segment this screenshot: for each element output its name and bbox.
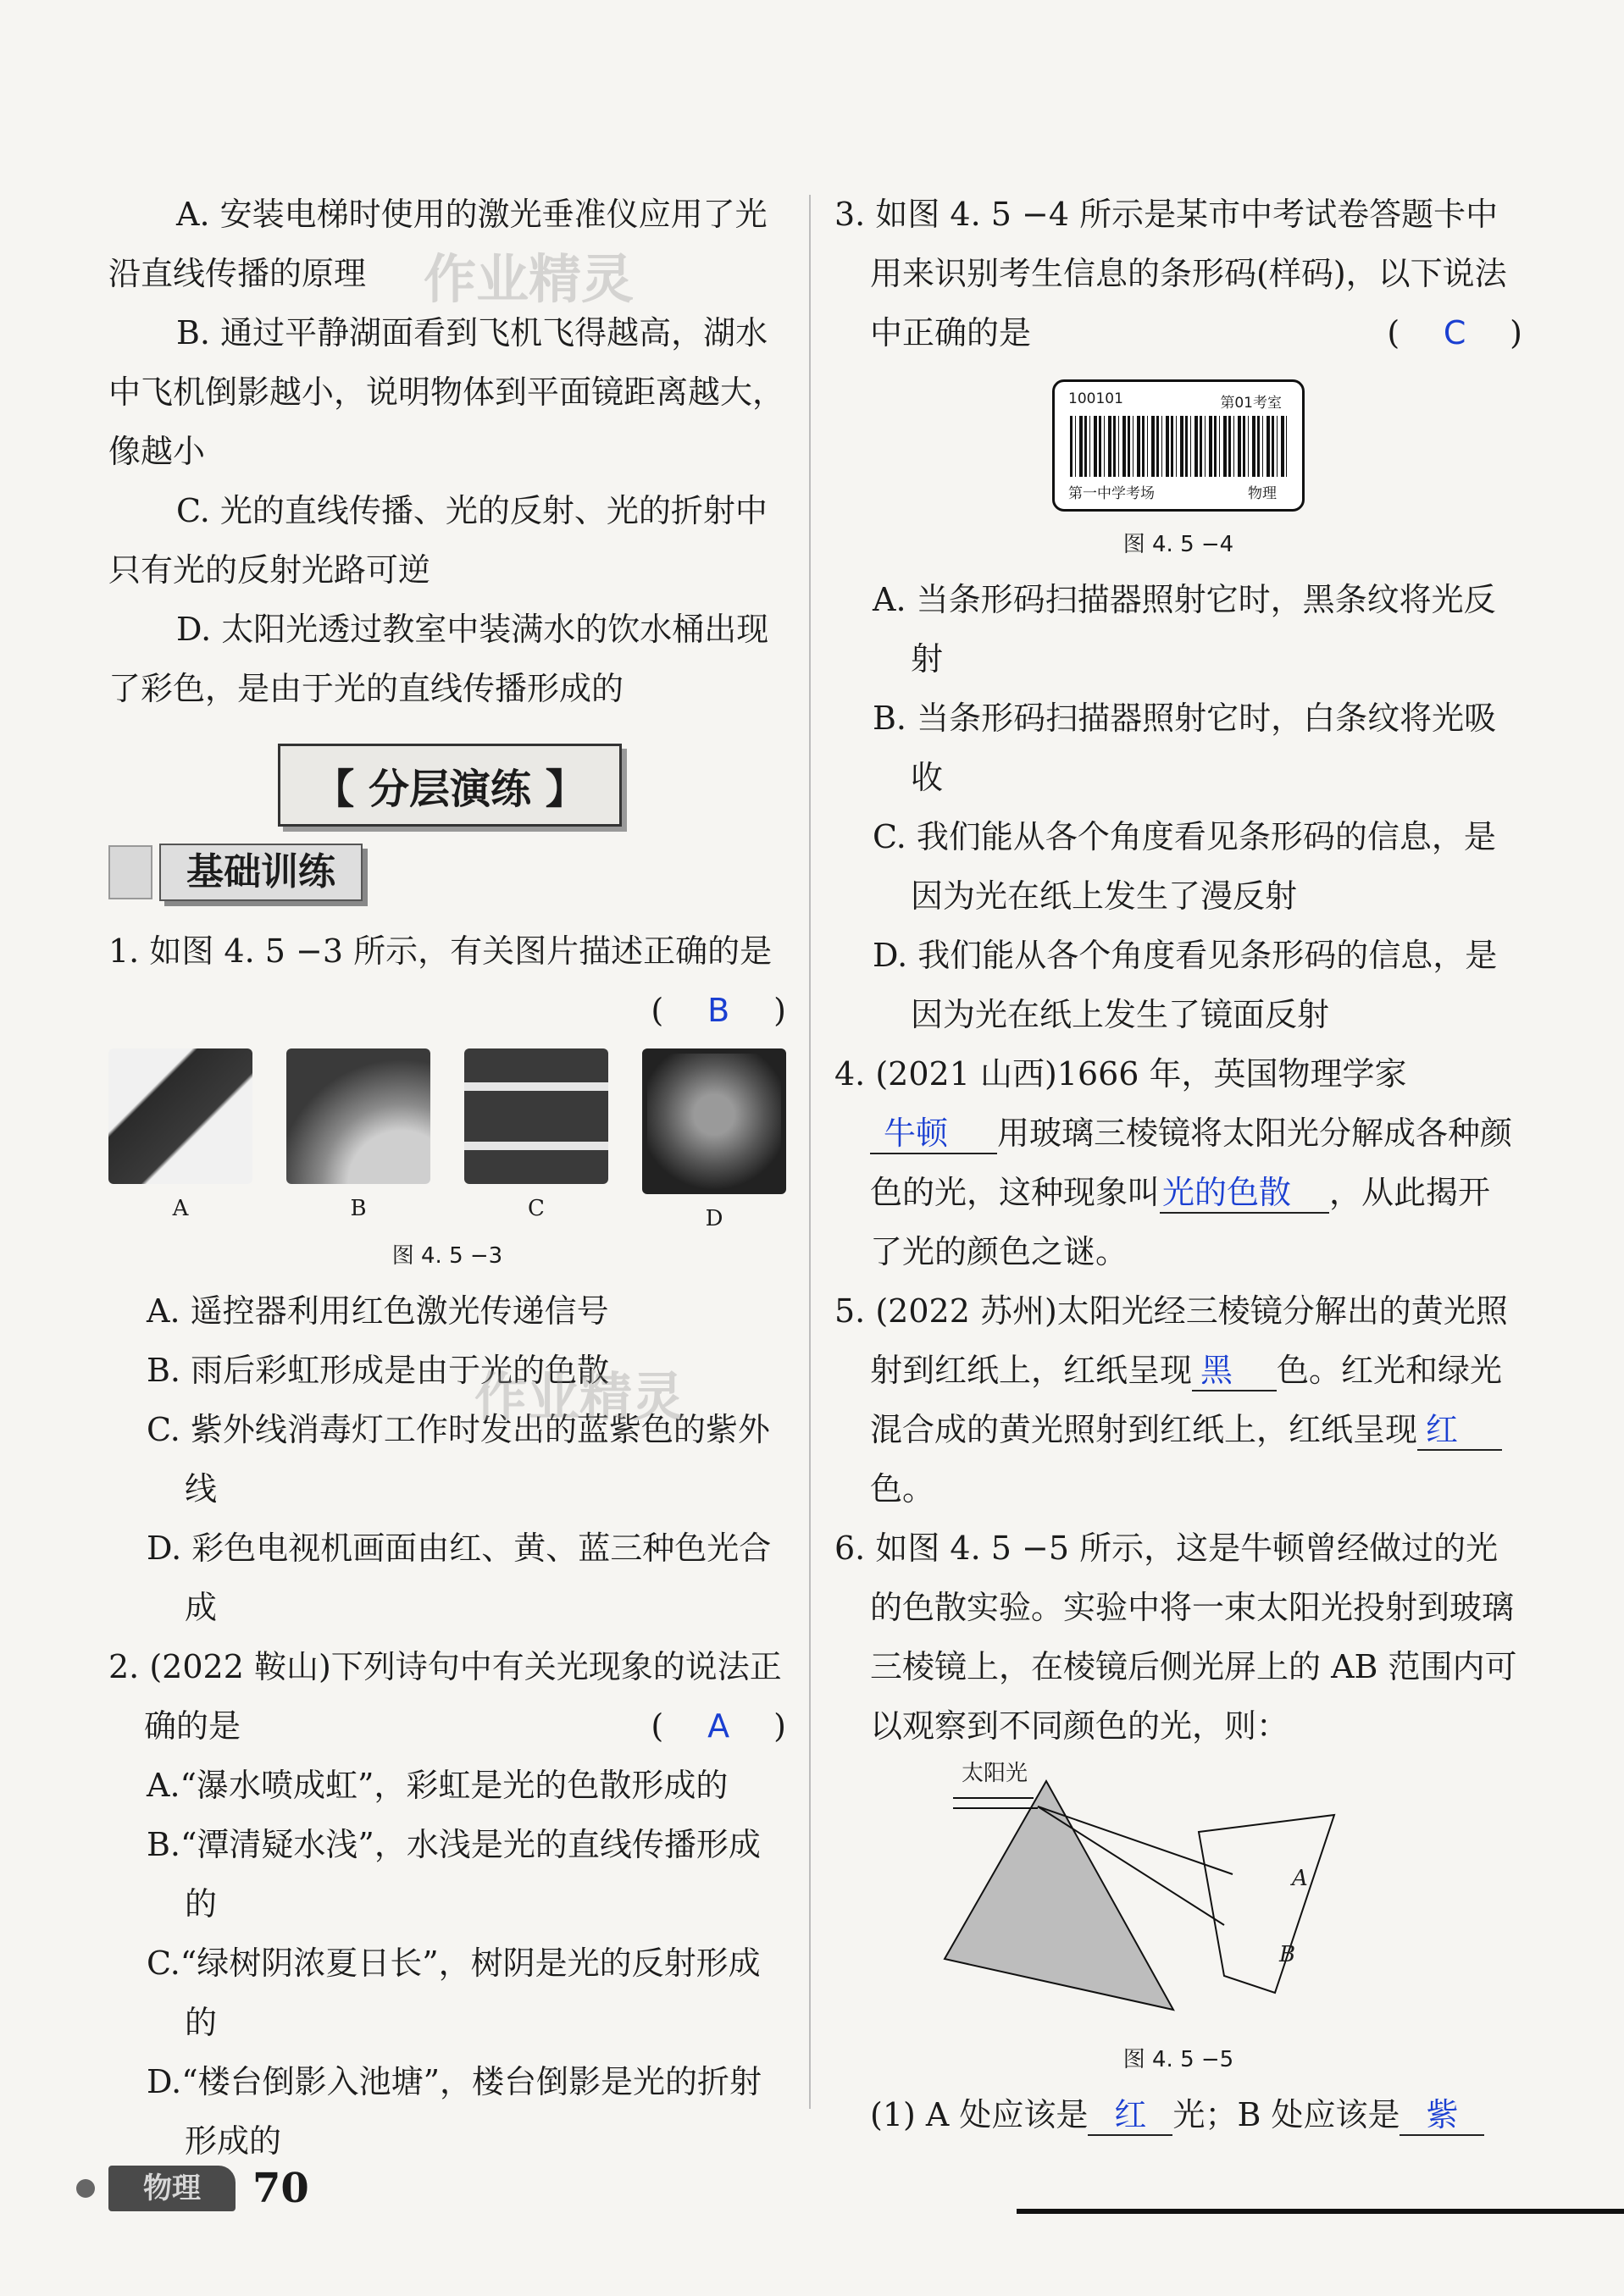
figure-caption: 图 4. 5 −3 <box>391 1243 503 1269</box>
question-stem: 6. 如图 4. 5 −5 所示，这是牛顿曾经做过的光的色散实验。实验中将一束太阳光投射到玻璃三棱镜上，在棱镜后侧光屏上的 AB 范围内可以观察到不同颜色的光，则： <box>834 1530 1517 1745</box>
answer-value: A <box>707 1707 730 1745</box>
figure-item <box>464 1048 608 1231</box>
answer-blank: 红 <box>1417 1410 1502 1451</box>
question-stem: 3. 如图 4. 5 −4 所示是某市中考试卷答题卡中用来识别考生信息的条形码(样码)，以下说法中正确的是 <box>834 196 1507 351</box>
column-divider <box>809 195 811 2109</box>
subject-tag: 物理 <box>108 2166 236 2211</box>
figure-caption: 图 4. 5 −4 <box>1122 532 1234 557</box>
figure-label: B <box>350 1196 367 1221</box>
answer-bracket: ( B ) <box>108 981 786 1040</box>
footer-rule <box>1017 2209 1624 2214</box>
question-text: 用玻璃三棱镜将太阳光分解成各种颜色的光，这种现象叫 <box>870 1115 1513 1211</box>
prism-shape <box>945 1781 1173 2010</box>
bullet-icon <box>76 2179 95 2198</box>
answer-bracket: ( C ) <box>834 303 1522 362</box>
option-text: D. 太阳光透过教室中装满水的饮水桶出现了彩色，是由于光的直线传播形成的 <box>108 611 769 707</box>
barcode-number: 100101 <box>1068 390 1123 407</box>
option-text: C.“绿树阴浓夏日长”，树阴是光的反射形成的 <box>147 1945 761 2041</box>
option-text: B. 通过平静湖面看到飞机飞得越高，湖水中飞机倒影越小，说明物体到平面镜距离越大，像越小 <box>108 314 785 470</box>
subsection-header <box>108 844 786 901</box>
prism-diagram <box>834 1756 1522 2035</box>
option-text: C. 光的直线传播、光的反射、光的折射中只有光的反射光路可逆 <box>108 492 768 589</box>
color-tv-image <box>642 1048 786 1194</box>
option-text: B.“潭清疑水浅”，水浅是光的直线传播形成的 <box>147 1826 761 1923</box>
watermark: 作业精灵 <box>424 248 635 310</box>
remote-control-image <box>108 1048 252 1184</box>
figure-label: D <box>705 1206 723 1231</box>
option-text: C. 我们能从各个角度看见条形码的信息，是因为光在纸上发生了漫反射 <box>873 818 1496 915</box>
question-fill-blank <box>834 1044 1522 1281</box>
question-text: (1) A 处应该是 <box>870 2096 1089 2133</box>
option-text: C. 紫外线消毒灯工作时发出的蓝紫色的紫外线 <box>147 1411 770 1508</box>
answer-bracket: ( A ) <box>108 1696 786 1756</box>
right-column <box>834 185 1522 2144</box>
option-text: A. 遥控器利用红色激光传递信号 <box>147 1292 609 1330</box>
answer-value: C <box>1443 314 1466 351</box>
point-b-label: B <box>1279 1942 1296 1967</box>
page-number: 70 <box>252 2165 309 2212</box>
barcode-school: 第一中学考场 <box>1068 485 1155 502</box>
barcode-bars <box>1070 416 1287 477</box>
subsection-title: 基础训练 <box>159 844 363 901</box>
answer-blank: 红 <box>1088 2095 1172 2136</box>
prism-figure <box>834 1756 1522 2035</box>
answer-blank: 紫 <box>1400 2095 1484 2136</box>
page-footer <box>76 2165 309 2212</box>
figure-caption: 图 4. 5 −5 <box>1122 2047 1234 2072</box>
option-text: A. 当条形码扫描器照射它时，黑条纹将光反射 <box>873 581 1496 678</box>
question-text: 色。 <box>870 1470 935 1508</box>
question-text: 光；B 处应该是 <box>1172 2096 1400 2133</box>
answer-value: B <box>707 992 730 1029</box>
section-banner: 【 分层演练 】 <box>278 744 622 827</box>
figure-label: C <box>528 1196 545 1221</box>
answer-blank: 黑 <box>1192 1351 1277 1391</box>
barcode-subject: 物理 <box>1248 485 1277 502</box>
barcode-room: 第01考室 <box>1220 395 1282 412</box>
barcode-figure <box>1052 379 1305 512</box>
point-a-label: A <box>1292 1866 1308 1891</box>
uv-lamp-image <box>464 1048 608 1184</box>
question-text: ，从此揭开了光的颜色之谜。 <box>870 1174 1491 1270</box>
question-text: 色。红光和绿光混合成的黄光照射到红纸上，红纸呈现 <box>870 1352 1503 1448</box>
question-fill-blank <box>834 1281 1522 1519</box>
sunlight-label: 太阳光 <box>962 1761 1028 1786</box>
option-text: D. 我们能从各个角度看见条形码的信息，是因为光在纸上发生了镜面反射 <box>873 937 1498 1033</box>
option-text: D. 彩色电视机画面由红、黄、蓝三种色光合成 <box>147 1530 772 1626</box>
question-text: 5. (2022 苏州)太阳光经三棱镜分解出的黄光照射到红纸上，红纸呈现 <box>834 1292 1508 1389</box>
question-stem: 1. 如图 4. 5 −3 所示，有关图片描述正确的是 <box>108 932 773 970</box>
question-text: 4. (2021 山西)1666 年，英国物理学家 <box>834 1055 1407 1093</box>
figure-4-5-3 <box>108 1048 786 1231</box>
question-fill-blank <box>834 2085 1522 2144</box>
question-stem: 2. (2022 鞍山)下列诗句中有关光现象的说法正确的是 <box>108 1648 782 1745</box>
option-text: D.“楼台倒影入池塘”，楼台倒影是光的折射形成的 <box>147 2063 762 2160</box>
left-column <box>108 185 786 2171</box>
answer-blank: 光的色散 <box>1160 1173 1329 1214</box>
option-text: A. 安装电梯时使用的激光垂准仪应用了光沿直线传播的原理 <box>108 196 768 292</box>
option-text: A.“瀑水喷成虹”，彩虹是光的色散形成的 <box>147 1767 729 1804</box>
figure-item <box>642 1048 786 1231</box>
watermark: 作业精灵 <box>474 1366 685 1428</box>
rainbow-image <box>286 1048 430 1184</box>
option-text: B. 雨后彩虹形成是由于光的色散 <box>147 1352 610 1389</box>
figure-item <box>108 1048 252 1231</box>
flower-icon <box>108 845 152 899</box>
option-text: B. 当条形码扫描器照射它时，白条纹将光吸收 <box>873 700 1497 796</box>
figure-label: A <box>172 1196 189 1221</box>
answer-blank: 牛顿 <box>870 1114 997 1154</box>
light-screen <box>1199 1815 1334 1993</box>
figure-item <box>286 1048 430 1231</box>
